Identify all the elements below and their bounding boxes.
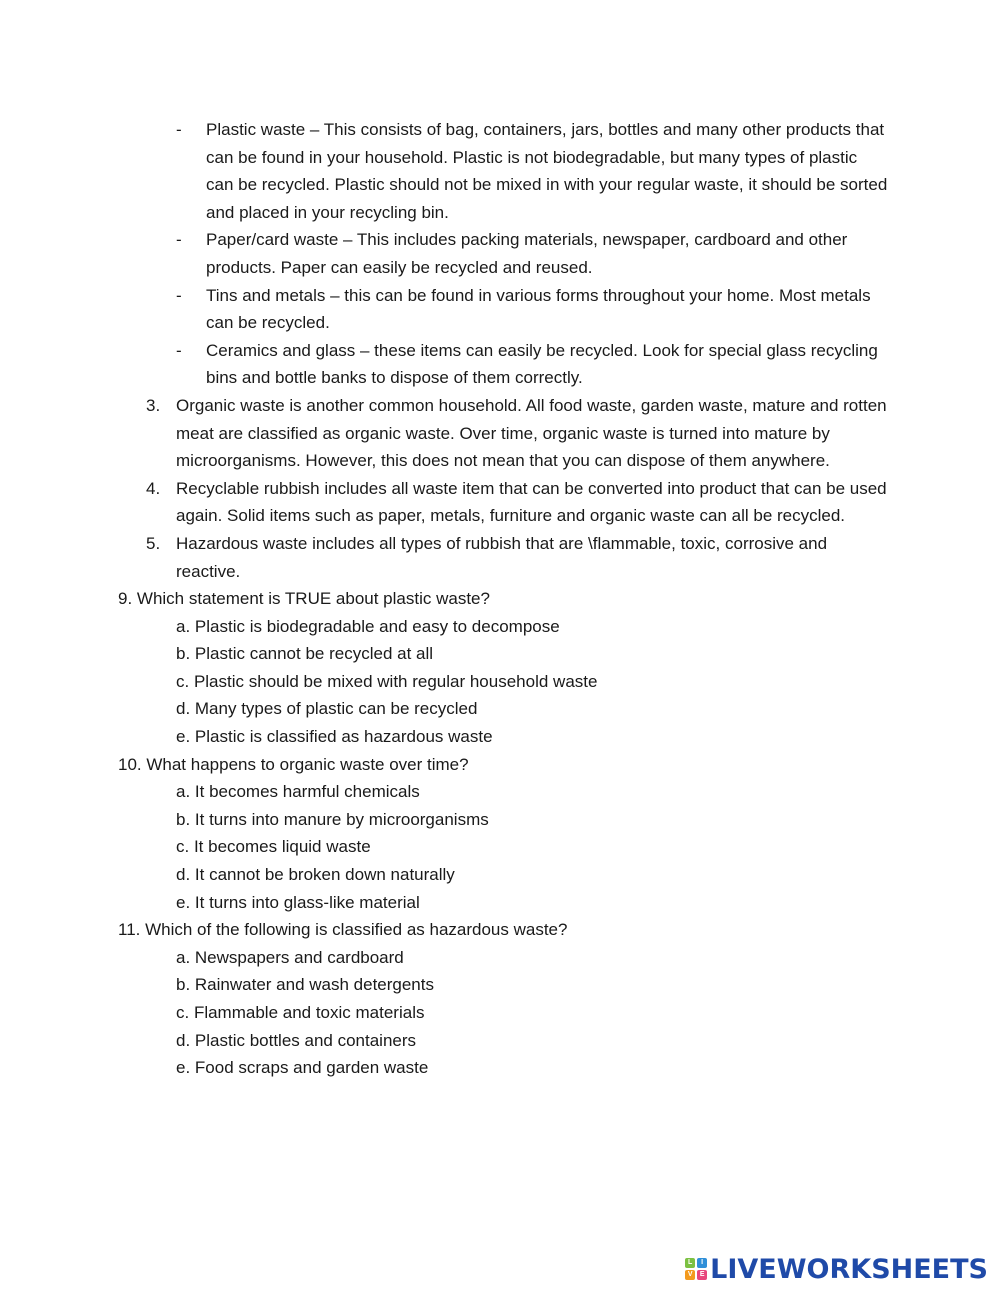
answer-option[interactable]: d. It cannot be broken down naturally: [176, 865, 455, 885]
liveworksheets-logo[interactable]: [685, 1253, 988, 1285]
bullet-dash: -: [176, 230, 182, 250]
item-number: 3.: [146, 395, 161, 415]
logo-tile: V: [685, 1270, 695, 1280]
item-number: 5.: [146, 533, 161, 553]
bullet-item: [0, 282, 1000, 337]
answer-option[interactable]: e. It turns into glass-like material: [176, 892, 420, 912]
bullet-item: [0, 337, 1000, 392]
answer-option[interactable]: a. It becomes harmful chemicals: [176, 782, 420, 802]
question-11: 11. Which of the following is classified as hazardous waste?: [118, 920, 568, 940]
bullet-text: Plastic waste – This consists of bag, containers, jars, bottles and many other products that can be found in your household. Plastic is not biodegradable, but many types of plastic can be recycled. Plastic should not be mixed in with your regular waste, it should be sorted and placed in your recycling bin.: [206, 120, 888, 222]
answer-option[interactable]: b. It turns into manure by microorganisms: [176, 809, 489, 829]
item-text: Organic waste is another common household. All food waste, garden waste, mature and rotten meat are classified as organic waste. Over time, organic waste is turned into mature by microorganisms. However, this does not mean that you can dispose of them anywhere.: [176, 395, 887, 471]
answer-option[interactable]: d. Many types of plastic can be recycled: [176, 699, 478, 719]
bullet-dash: -: [176, 120, 182, 139]
item-text: Recyclable rubbish includes all waste item that can be converted into product that can be used again. Solid items such as paper, metals, furniture and organic waste can all be recycled.: [176, 478, 887, 526]
logo-wordmark: LIVEWORKSHEETS: [710, 1253, 988, 1285]
bullet-dash: -: [176, 285, 182, 305]
logo-tile: E: [697, 1270, 707, 1280]
answer-option[interactable]: b. Rainwater and wash detergents: [176, 975, 434, 995]
bullet-text: Tins and metals – this can be found in various forms throughout your home. Most metals can be recycled.: [206, 285, 871, 333]
answer-option[interactable]: a. Newspapers and cardboard: [176, 947, 404, 967]
item-text: Hazardous waste includes all types of rubbish that are \flammable, toxic, corrosive and reactive.: [176, 533, 828, 581]
numbered-item: [0, 530, 1000, 585]
bullet-item: [0, 226, 1000, 281]
answer-option[interactable]: d. Plastic bottles and containers: [176, 1030, 417, 1050]
answer-option[interactable]: c. Flammable and toxic materials: [176, 1003, 425, 1022]
answer-option[interactable]: b. Plastic cannot be recycled at all: [176, 644, 434, 664]
logo-mark-icon: [685, 1258, 707, 1280]
answer-option[interactable]: a. Plastic is biodegradable and easy to decompose: [176, 616, 560, 636]
bullet-text: Ceramics and glass – these items can easily be recycled. Look for special glass recycling bins and bottle banks to dispose of them correctly.: [206, 340, 878, 388]
logo-tile: I: [697, 1258, 707, 1268]
bullet-dash: -: [176, 340, 182, 360]
question-9: 9. Which statement is TRUE about plastic waste?: [118, 589, 490, 609]
answer-option[interactable]: e. Plastic is classified as hazardous waste: [176, 727, 493, 747]
worksheet-content: [0, 116, 1000, 1082]
answer-option[interactable]: c. It becomes liquid waste: [176, 837, 371, 857]
logo-tile: L: [685, 1258, 695, 1268]
answer-option[interactable]: c. Plastic should be mixed with regular household waste: [176, 671, 598, 691]
bullet-item: [0, 116, 1000, 226]
question-10: 10. What happens to organic waste over time?: [118, 754, 469, 774]
bullet-text: Paper/card waste – This includes packing materials, newspaper, cardboard and other products. Paper can easily be recycled and reused.: [206, 230, 848, 277]
item-number: 4.: [146, 478, 161, 498]
numbered-item: [0, 392, 1000, 475]
numbered-item: [0, 475, 1000, 530]
answer-option[interactable]: e. Food scraps and garden waste: [176, 1058, 429, 1078]
